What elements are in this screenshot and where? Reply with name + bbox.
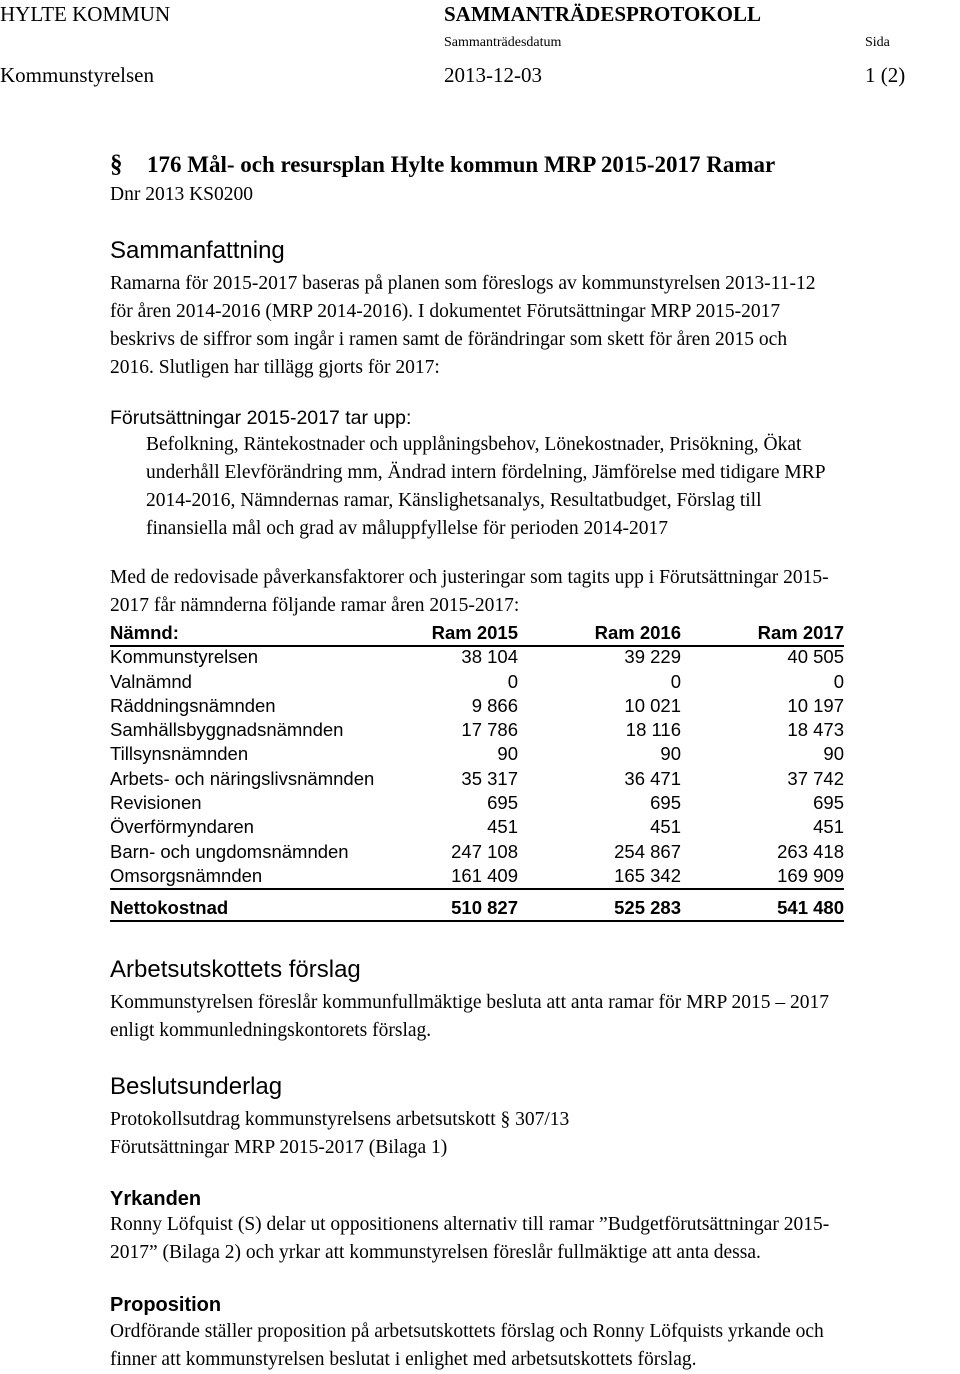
- table-cell: 695: [650, 792, 681, 814]
- budget-table: [110, 621, 844, 921]
- table-cell: 0: [507, 670, 518, 692]
- table-cell: 90: [823, 743, 844, 765]
- basis-heading: Beslutsunderlag: [110, 1073, 283, 1100]
- committee-name: Revisionen: [110, 792, 202, 814]
- table-row: [110, 718, 844, 742]
- table-cell: 10 197: [787, 694, 844, 716]
- claims-heading: Yrkanden: [110, 1188, 202, 1210]
- text-line: Med de redovisade påverkansfaktorer och justeringar som tagits upp i Förutsättningar 2015-: [110, 567, 829, 588]
- column-header: Ram 2015: [431, 622, 518, 643]
- total-rule: [110, 920, 844, 922]
- basis-list: [110, 1106, 960, 1162]
- text-line: 2014-2016, Nämndernas ramar, Känslighetsanalys, Resultatbudget, Förslag till: [146, 490, 762, 511]
- table-cell: 0: [833, 670, 844, 692]
- text-line: Kommunstyrelsen föreslår kommunfullmäktige besluta att anta ramar för MRP 2015 – 2017: [110, 992, 830, 1013]
- table-row: [110, 767, 844, 791]
- table-row: [110, 864, 844, 888]
- committee-name: Samhällsbyggnadsnämnden: [110, 719, 344, 741]
- table-cell: 39 229: [624, 646, 681, 668]
- text-line: för åren 2014-2016 (MRP 2014-2016). I dokumentet Förutsättningar MRP 2015-2017: [110, 301, 781, 322]
- total-cell: 510 827: [451, 897, 518, 919]
- table-cell: 0: [670, 670, 681, 692]
- text-line: finner att kommunstyrelsen beslutat i enlighet med arbetsutskottets förslag.: [110, 1349, 697, 1370]
- column-header: Ram 2016: [594, 622, 681, 643]
- proposal-heading: Arbetsutskottets förslag: [110, 956, 361, 983]
- table-cell: 90: [497, 743, 518, 765]
- table-row: [110, 840, 844, 864]
- column-header: Ram 2017: [757, 622, 844, 643]
- table-row: [110, 791, 844, 815]
- table-cell: 36 471: [624, 767, 681, 789]
- meeting-body: Kommunstyrelsen: [0, 63, 154, 87]
- table-cell: 254 867: [614, 840, 681, 862]
- table-cell: 247 108: [451, 840, 518, 862]
- committee-name: Kommunstyrelsen: [110, 646, 259, 668]
- date-label: Sammanträdesdatum: [444, 35, 562, 50]
- committee-name: Barn- och ungdomsnämnden: [110, 840, 349, 862]
- subtotal-rule: [110, 888, 844, 890]
- text-line: Befolkning, Räntekostnader och upplåningsbehov, Lönekostnader, Prisökning, Ökat: [146, 434, 802, 455]
- diary-number: Dnr 2013 KS0200: [110, 184, 254, 205]
- table-cell: 18 473: [787, 719, 844, 741]
- table-header-row: [110, 621, 844, 645]
- table-row: [110, 694, 844, 718]
- committee-name: Valnämnd: [110, 670, 192, 692]
- table-cell: 695: [487, 792, 518, 814]
- frames-intro-paragraph: [110, 564, 960, 620]
- page-label: Sida: [865, 35, 890, 50]
- committee-name: Arbets- och näringslivsnämnden: [110, 767, 375, 789]
- table-cell: 35 317: [461, 767, 518, 789]
- text-line: Ramarna för 2015-2017 baseras på planen som föreslogs av kommunstyrelsen 2013-11-12: [110, 273, 816, 294]
- summary-heading: Sammanfattning: [110, 237, 285, 264]
- table-cell: 40 505: [787, 646, 844, 668]
- table-cell: 10 021: [624, 694, 681, 716]
- table-cell: 17 786: [461, 719, 518, 741]
- table-cell: 263 418: [777, 840, 844, 862]
- text-line: enligt kommunledningskontorets förslag.: [110, 1020, 432, 1041]
- meeting-date: 2013-12-03: [444, 63, 542, 87]
- column-header: Nämnd:: [110, 622, 179, 643]
- total-label: Nettokostnad: [110, 897, 229, 919]
- text-line: 2016. Slutligen har tillägg gjorts för 2017:: [110, 357, 440, 378]
- page-number: 1 (2): [865, 63, 906, 87]
- table-cell: 165 342: [614, 864, 681, 886]
- total-cell: 541 480: [777, 897, 844, 919]
- text-line: finansiella mål och grad av måluppfyllelse för perioden 2014-2017: [146, 518, 669, 539]
- table-cell: 161 409: [451, 864, 518, 886]
- committee-name: Räddningsnämnden: [110, 694, 276, 716]
- table-row: [110, 645, 844, 669]
- text-line: beskrivs de siffror som ingår i ramen samt de förändringar som skett för åren 2015 och: [110, 329, 788, 350]
- text-line: underhåll Elevförändring mm, Ändrad intern fördelning, Jämförelse med tidigare MRP: [146, 462, 826, 483]
- table-cell: 451: [813, 816, 844, 838]
- table-cell: 451: [650, 816, 681, 838]
- text-line: Ronny Löfquist (S) delar ut oppositionens alternativ till ramar ”Budgetförutsättningar 2015-: [110, 1214, 830, 1235]
- committee-name: Omsorgsnämnden: [110, 864, 263, 886]
- table-cell: 695: [813, 792, 844, 814]
- text-line: Ordförande ställer proposition på arbetsutskottets förslag och Ronny Löfquists yrkande och: [110, 1321, 824, 1342]
- table-cell: 169 909: [777, 864, 844, 886]
- table-cell: 9 866: [471, 694, 518, 716]
- org-name: HYLTE KOMMUN: [0, 2, 171, 26]
- text-line: 2017” (Bilaga 2) och yrkar att kommunstyrelsen föreslår fullmäktige att anta dessa.: [110, 1242, 761, 1263]
- document-type: SAMMANTRÄDESPROTOKOLL: [444, 2, 761, 26]
- table-cell: 37 742: [787, 767, 844, 789]
- prerequisites-intro: Förutsättningar 2015-2017 tar upp:: [110, 407, 412, 429]
- total-cell: 525 283: [614, 897, 681, 919]
- table-row: [110, 742, 844, 766]
- text-line: 2017 får nämnderna följande ramar åren 2015-2017:: [110, 595, 520, 616]
- table-cell: 451: [487, 816, 518, 838]
- claims-paragraph: [110, 1211, 960, 1267]
- committee-name: Överförmyndaren: [110, 816, 254, 838]
- total-row: [110, 896, 844, 920]
- table-cell: 90: [660, 743, 681, 765]
- committee-name: Tillsynsnämnden: [110, 743, 249, 765]
- proposal-paragraph: [110, 989, 960, 1045]
- table-cell: 38 104: [461, 646, 518, 668]
- text-line: Protokollsutdrag kommunstyrelsens arbetsutskott § 307/13: [110, 1109, 570, 1130]
- summary-paragraph: [110, 270, 960, 382]
- proposition-heading: Proposition: [110, 1294, 222, 1316]
- table-cell: 18 116: [625, 719, 681, 741]
- proposition-paragraph: [110, 1318, 960, 1374]
- prerequisites-list: [146, 431, 946, 543]
- table-row: [110, 815, 844, 839]
- table-row: [110, 670, 844, 694]
- section-title: 176 Mål- och resursplan Hylte kommun MRP 2015-2017 Ramar: [147, 152, 776, 177]
- section-mark: §: [110, 151, 123, 178]
- text-line: Förutsättningar MRP 2015-2017 (Bilaga 1): [110, 1137, 448, 1158]
